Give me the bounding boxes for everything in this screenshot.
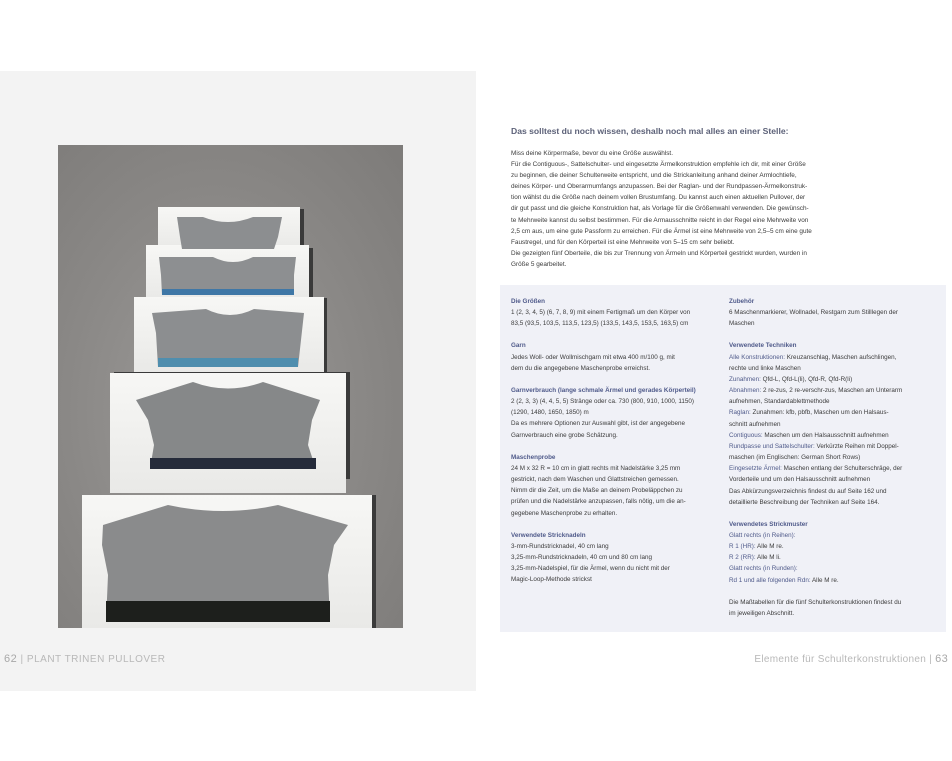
- text-line: Faustregel, und für den Körperteil ist eine Mehrweite von 5–15 cm sehr beliebt.: [511, 238, 735, 246]
- term-text: Qfd-L, Qfd-L(li), Qfd-R, Qfd-R(li): [760, 375, 853, 383]
- text-line: te Mehrweite kannst du selbst bestimmen. Für die Armausschnitte reicht in der Regel eine Mehrweite von: [511, 216, 809, 224]
- term-label: Glatt rechts (in Runden):: [729, 565, 798, 573]
- text-line: [729, 352, 934, 363]
- text-line: [729, 575, 934, 586]
- text-line: [729, 463, 934, 474]
- text-line: schnitt aufnehmen: [729, 420, 781, 428]
- page-number-left: 62: [4, 653, 18, 665]
- text-line: 83,5 (93,5, 103,5, 113,5, 123,5) (133,5, 143,5, 153,5, 163,5) cm: [511, 320, 689, 328]
- text-line: detaillierte Beschreibung der Techniken auf Seite 164.: [729, 498, 880, 506]
- intro-paragraph-1: Miss deine Körpermaße, bevor du eine Größe auswählst.: [511, 150, 673, 157]
- text-line: prüfen und die Nadelstärke anzupassen, falls nötig, um die an-: [511, 498, 686, 506]
- section-nadeln: [511, 530, 716, 586]
- photo-illustration: [58, 145, 403, 628]
- text-line: 6 Maschenmarkierer, Wollnadel, Restgarn zum Stilllegen der: [729, 309, 898, 317]
- page-number-right: 63: [935, 653, 948, 665]
- text-line: dir gut passt und die gleiche Konstruktion hat, als Vorlage für die Größenwahl verwenden. Die gewünsch-: [511, 205, 809, 213]
- section-groessen: [511, 296, 716, 329]
- text-line: Jedes Woll- oder Wollmischgarn mit etwa 400 m/100 g, mit: [511, 353, 675, 361]
- intro-paragraph-3: [511, 248, 861, 270]
- section-garnverbrauch: [511, 385, 716, 441]
- section-title: Verwendete Techniken: [729, 342, 797, 350]
- term-label: R 2 (RR):: [729, 554, 756, 562]
- section-title: Zubehör: [729, 298, 755, 305]
- term-text: Alle M re.: [755, 543, 784, 551]
- intro-paragraph-2: [511, 159, 861, 248]
- running-title-right: Elemente für Schulterkonstruktionen: [754, 654, 927, 665]
- text-line: Für die Contiguous-, Sattelschulter- und eingesetzte Ärmelkonstruktion empfehle ich dir, mit einer Größe: [511, 161, 806, 169]
- text-line: deines Körper- und Oberarmumfangs anzupassen. Bei der Raglan- und der Rundpassen-Ärmelkonstruk-: [511, 183, 808, 191]
- text-line: zu beginnen, die deiner Schulterweite entspricht, und die Strickanleitung anhand deiner Armlochtiefe,: [511, 172, 797, 180]
- section-garn: [511, 340, 716, 373]
- text-line: Die Maßtabellen für die fünf Schulterkonstruktionen findest du: [729, 598, 902, 606]
- info-column-left: [511, 296, 716, 596]
- text-line: gegebene Maschenprobe zu erhalten.: [511, 509, 618, 517]
- info-box: [500, 285, 946, 632]
- section-maschenprobe: [511, 452, 716, 519]
- term-text: Alle M li.: [755, 554, 781, 562]
- text-line: 24 M x 32 R = 10 cm in glatt rechts mit Nadelstärke 3,25 mm: [511, 464, 681, 472]
- text-line: [729, 563, 934, 574]
- text-line: tion wählst du die Größe nach deinem vollen Brustumfang. Du kannst auch einen aktuellen Pullover, der: [511, 194, 806, 202]
- term-text: Maschen um den Halsausschnitt aufnehmen: [762, 431, 889, 439]
- text-line: dem du die angegebene Maschenprobe erreichst.: [511, 364, 650, 372]
- section-title: Garnverbrauch (lange schmale Ärmel und gerades Körperteil): [511, 386, 696, 394]
- right-page: [476, 71, 952, 691]
- section-heading: Das solltest du noch wissen, deshalb noch mal alles an einer Stelle:: [511, 126, 789, 136]
- term-label: Rundpasse und Sattelschulter:: [729, 442, 815, 450]
- section-title: Maschenprobe: [511, 453, 556, 461]
- text-line: [729, 374, 934, 385]
- text-line: im jeweiligen Abschnitt.: [729, 609, 795, 617]
- term-label: Eingesetzte Ärmel:: [729, 465, 782, 473]
- text-line: Das Abkürzungsverzeichnis findest du auf Seite 162 und: [729, 487, 887, 495]
- term-label: Glatt rechts (in Reihen):: [729, 531, 796, 539]
- term-text: Zunahmen: kfb, pbfb, Maschen um den Halsaus-: [750, 409, 889, 417]
- text-line: [729, 552, 934, 563]
- term-label: Alle Konstruktionen:: [729, 353, 786, 361]
- text-line: [729, 385, 934, 396]
- term-label: Rd 1 und alle folgenden Rdn:: [729, 576, 811, 584]
- text-line: [729, 441, 934, 452]
- folio-right: Elemente für Schulterkonstruktionen | 63: [754, 653, 948, 665]
- text-line: 1 (2, 3, 4, 5) (6, 7, 8, 9) mit einem Fertigmaß um den Körper von: [511, 309, 691, 317]
- text-line: Größe 5 gearbeitet.: [511, 260, 567, 268]
- text-line: 2 (2, 3, 3) (4, 4, 5, 5) Stränge oder ca. 730 (800, 910, 1000, 1150): [511, 398, 694, 406]
- folio-left: 62 | PLANT TRINEN PULLOVER: [4, 653, 166, 665]
- sweater-4: [136, 382, 320, 469]
- section-zubehoer: [729, 296, 934, 329]
- sweater-3: [152, 309, 304, 367]
- term-label: Abnahmen:: [729, 387, 762, 395]
- intro-text: [511, 148, 861, 270]
- text-line: aufnehmen, Standardablettmethode: [729, 398, 830, 406]
- section-techniken: [729, 340, 934, 507]
- term-label: Raglan:: [729, 409, 751, 417]
- sweater-2: [159, 257, 296, 295]
- text-line: Da es mehrere Optionen zur Auswahl gibt, ist der angegebene: [511, 420, 685, 428]
- text-line: gestrickt, nach dem Waschen und Glattstreichen gemessen.: [511, 476, 679, 484]
- term-label: Zunahmen:: [729, 375, 761, 383]
- text-line: Garnverbrauch eine grobe Schätzung.: [511, 431, 618, 439]
- term-text: 2 re-zus, 2 re-verschr-zus, Maschen am Unterarm: [761, 387, 903, 395]
- book-spread: [0, 71, 952, 691]
- running-title-left: PLANT TRINEN PULLOVER: [26, 654, 166, 665]
- text-line: 3,25-mm-Rundstricknadeln, 40 cm und 80 cm lang: [511, 553, 653, 561]
- section-title: Garn: [511, 342, 526, 350]
- text-line: rechte und linke Maschen: [729, 364, 801, 372]
- info-column-right: [729, 296, 934, 630]
- text-line: Maschen: [729, 320, 755, 328]
- section-strickmuster: [729, 519, 934, 586]
- text-line: 3,25-mm-Nadelspiel, für die Ärmel, wenn du nicht mit der: [511, 565, 670, 573]
- text-line: Nimm dir die Zeit, um die Maße an deinem Probeläppchen zu: [511, 487, 683, 495]
- text-line: maschen (im Englischen: German Short Rows): [729, 454, 861, 462]
- left-page: [0, 71, 476, 691]
- text-line: Vorderteile und um den Halsausschnitt aufnehmen: [729, 476, 871, 484]
- text-line: [729, 541, 934, 552]
- section-title: Verwendete Stricknadeln: [511, 531, 586, 539]
- term-text: Kreuzanschlag, Maschen aufschlingen,: [785, 353, 897, 361]
- term-text: Verkürzte Reihen mit Doppel-: [814, 442, 899, 450]
- section-title: Verwendetes Strickmuster: [729, 520, 808, 528]
- section-closing: [729, 597, 934, 619]
- term-label: R 1 (HR):: [729, 543, 756, 551]
- term-label: Contiguous:: [729, 431, 763, 439]
- sweater-5: [102, 505, 348, 622]
- text-line: 3-mm-Rundstricknadel, 40 cm lang: [511, 542, 609, 550]
- text-line: Magic-Loop-Methode strickst: [511, 576, 592, 584]
- text-line: [729, 530, 934, 541]
- sweater-photo: [58, 145, 403, 628]
- text-line: Die gezeigten fünf Oberteile, die bis zur Trennung von Ärmeln und Körperteil gestrickt wurden, wurden in: [511, 249, 807, 257]
- term-text: Maschen entlang der Schulterschräge, der: [781, 465, 903, 473]
- section-title: Die Größen: [511, 298, 545, 305]
- text-line: 2,5 cm aus, um eine gute Passform zu erreichen. Für die Ärmel ist eine Mehrweite von 2,5–5 cm eine gute: [511, 227, 812, 235]
- term-text: Alle M re.: [810, 576, 839, 584]
- text-line: [729, 430, 934, 441]
- text-line: (1290, 1480, 1650, 1850) m: [511, 409, 589, 417]
- text-line: [729, 407, 934, 418]
